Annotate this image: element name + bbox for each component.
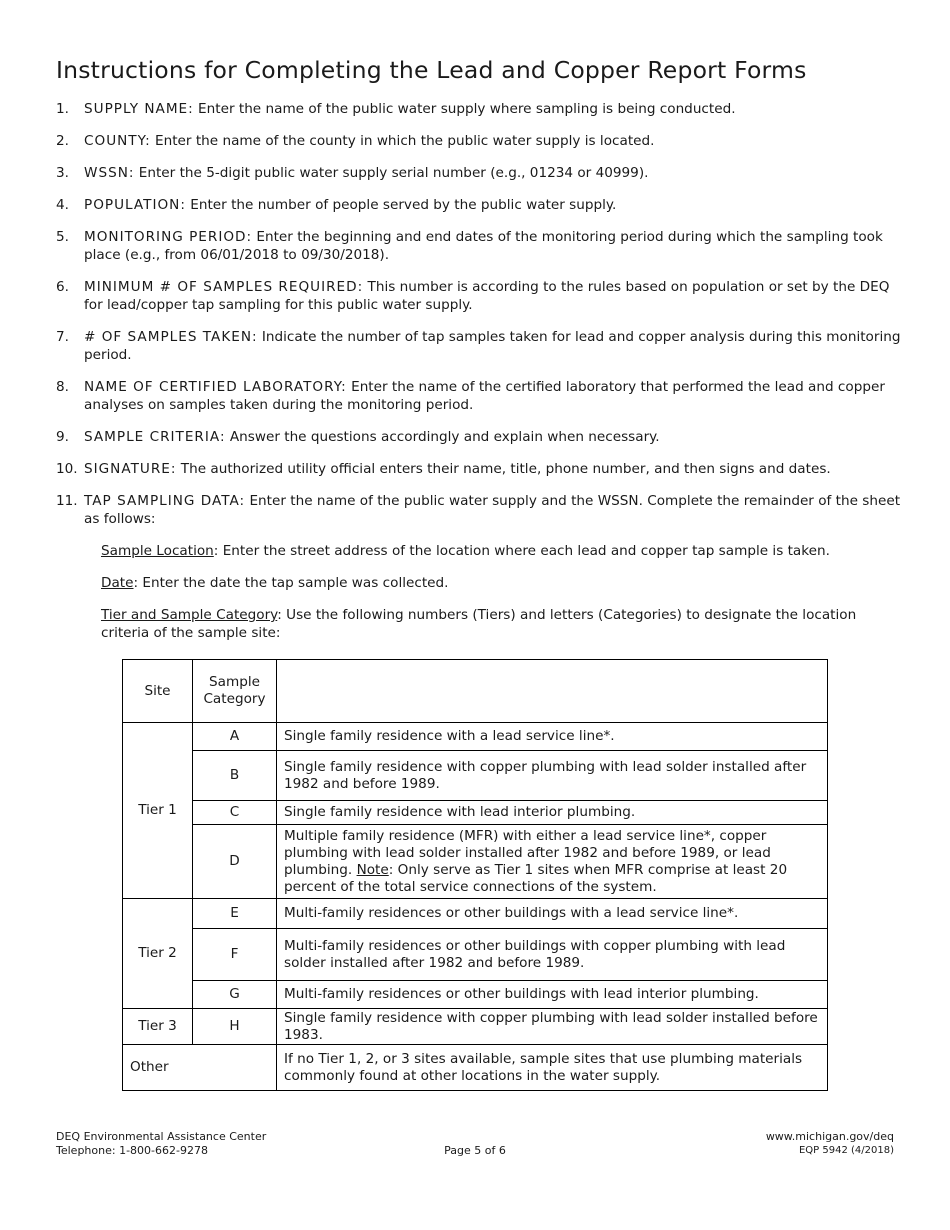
table-row [123, 1045, 828, 1091]
list-item [56, 492, 902, 528]
item-label: WSSN: [84, 165, 135, 181]
description-cell: If no Tier 1, 2, or 3 sites available, sample sites that use plumbing materials commonly found at other locations in the water supply. [277, 1045, 828, 1091]
item-number: 10. [56, 461, 78, 477]
list-item [56, 132, 902, 150]
list-item [56, 328, 902, 364]
item-number: 3. [56, 165, 69, 181]
footer-url[interactable]: www.michigan.gov/deq [765, 1130, 894, 1143]
item-label: MINIMUM # OF SAMPLES REQUIRED: [84, 279, 364, 295]
item-label: TAP SAMPLING DATA: [84, 493, 246, 509]
table-row [123, 825, 828, 899]
item-label: SIGNATURE: [84, 461, 177, 477]
table-row [123, 929, 828, 981]
footer-page-number: Page 5 of 6 [444, 1144, 506, 1157]
item-text: Enter the name of the public water supply where sampling is being conducted. [193, 101, 736, 117]
item-number: 4. [56, 197, 69, 213]
item-number: 5. [56, 229, 69, 245]
item-number: 1. [56, 101, 69, 117]
item-text: Enter the beginning and end dates of the monitoring period during which the sampling took place (e.g., from 06/01/2018 to 09/30/2018). [84, 229, 883, 263]
item-label: POPULATION: [84, 197, 186, 213]
list-item [56, 228, 902, 264]
table-row [123, 981, 828, 1009]
page-title: Instructions for Completing the Lead and Copper Report Forms [56, 56, 807, 84]
sub-item-text: : Use the following numbers (Tiers) and letters (Categories) to designate the location criteria of the sample site: [101, 607, 857, 641]
item-number: 7. [56, 329, 69, 345]
tier-cell: Tier 3 [123, 1009, 193, 1045]
category-cell: C [193, 801, 277, 825]
tier-cell: Tier 2 [123, 899, 193, 1009]
item-label: COUNTY: [84, 133, 151, 149]
item-text: Enter the name of the public water supply and the WSSN. Complete the remainder of the sheet as follows: [84, 493, 901, 527]
item-label: MONITORING PERIOD: [84, 229, 253, 245]
sub-item-term: Sample Location [101, 543, 214, 559]
sub-item-text: : Enter the street address of the location where each lead and copper tap sample is taken. [213, 543, 830, 559]
instructions-list [56, 100, 902, 656]
description-cell: Multi-family residences or other buildings with lead interior plumbing. [277, 981, 828, 1009]
tier-category-table [122, 659, 828, 1091]
description-cell: Multi-family residences or other buildings with copper plumbing with lead solder installed after 1982 and before 1989. [277, 929, 828, 981]
item-number: 8. [56, 379, 69, 395]
list-item [56, 100, 902, 118]
footer-form-id: EQP 5942 (4/2018) [798, 1145, 894, 1156]
item-text: Answer the questions accordingly and explain when necessary. [225, 429, 660, 445]
description-cell: Multi-family residences or other buildings with a lead service line*. [277, 899, 828, 929]
item-text: Enter the name of the county in which the public water supply is located. [150, 133, 655, 149]
category-cell: H [193, 1009, 277, 1045]
table-row [123, 801, 828, 825]
tier-cell-other: Other [123, 1045, 277, 1091]
category-cell: A [193, 723, 277, 751]
item-number: 11. [56, 493, 78, 509]
description-cell: Single family residence with lead interior plumbing. [277, 801, 828, 825]
list-item [56, 164, 902, 182]
item-label: # OF SAMPLES TAKEN: [84, 329, 258, 345]
table-header-row [123, 660, 828, 723]
header-category-line1: Sample [209, 674, 260, 690]
description-text: Multiple family residence (MFR) with either a lead service line*, copper plumbing with lead solder installed after 1982 and before 1989, or lead plumbing. [284, 827, 771, 878]
category-cell: B [193, 751, 277, 801]
sub-item-term: Tier and Sample Category [101, 607, 278, 623]
item-text: Enter the number of people served by the public water supply. [185, 197, 617, 213]
list-item [56, 460, 902, 478]
item-number: 6. [56, 279, 69, 295]
description-cell: Single family residence with copper plumbing with lead solder installed after 1982 and before 1989. [277, 751, 828, 801]
sub-item-tier-category [101, 606, 901, 642]
table-row [123, 751, 828, 801]
item-text: Indicate the number of tap samples taken for lead and copper analysis during this monitoring period. [84, 329, 901, 363]
item-text: The authorized utility official enters their name, title, phone number, and then signs and dates. [176, 461, 831, 477]
header-category-line2: Category [203, 691, 266, 707]
header-site: Site [123, 660, 193, 723]
description-cell: Single family residence with copper plumbing with lead solder installed before 1983. [277, 1009, 828, 1045]
sub-item-text: : Enter the date the tap sample was collected. [133, 575, 449, 591]
list-item [56, 196, 902, 214]
item-text: Enter the 5-digit public water supply serial number (e.g., 01234 or 40999). [134, 165, 649, 181]
footer-right [766, 1130, 894, 1158]
table-row [123, 723, 828, 751]
category-cell: D [193, 825, 277, 899]
item-number: 9. [56, 429, 69, 445]
item-number: 2. [56, 133, 69, 149]
category-cell: F [193, 929, 277, 981]
table-row [123, 1009, 828, 1045]
sub-item-sample-location [101, 542, 901, 560]
list-item [56, 378, 902, 414]
category-cell: E [193, 899, 277, 929]
description-text: : Only serve as Tier 1 sites when MFR comprise at least 20 percent of the total service connections of the system. [284, 861, 788, 895]
note-label: Note [356, 861, 389, 878]
item-text: This number is according to the rules based on population or set by the DEQ for lead/copper tap sampling for this public water supply. [84, 279, 890, 313]
list-item [56, 428, 902, 446]
footer-org: DEQ Environmental Assistance Center [56, 1130, 267, 1143]
sub-item-date [101, 574, 901, 592]
description-cell: Single family residence with a lead service line*. [277, 723, 828, 751]
item-label: NAME OF CERTIFIED LABORATORY: [84, 379, 347, 395]
header-description [277, 660, 828, 723]
description-cell [277, 825, 828, 899]
header-category [193, 660, 277, 723]
list-item [56, 278, 902, 314]
item-text: Enter the name of the certified laboratory that performed the lead and copper analyses on samples taken during the monitoring period. [84, 379, 885, 413]
table-row [123, 899, 828, 929]
sub-item-term: Date [101, 575, 134, 591]
tier-cell: Tier 1 [123, 723, 193, 899]
item-label: SUPPLY NAME: [84, 101, 194, 117]
item-label: SAMPLE CRITERIA: [84, 429, 226, 445]
footer-phone: Telephone: 1-800-662-9278 [56, 1144, 208, 1157]
category-cell: G [193, 981, 277, 1009]
